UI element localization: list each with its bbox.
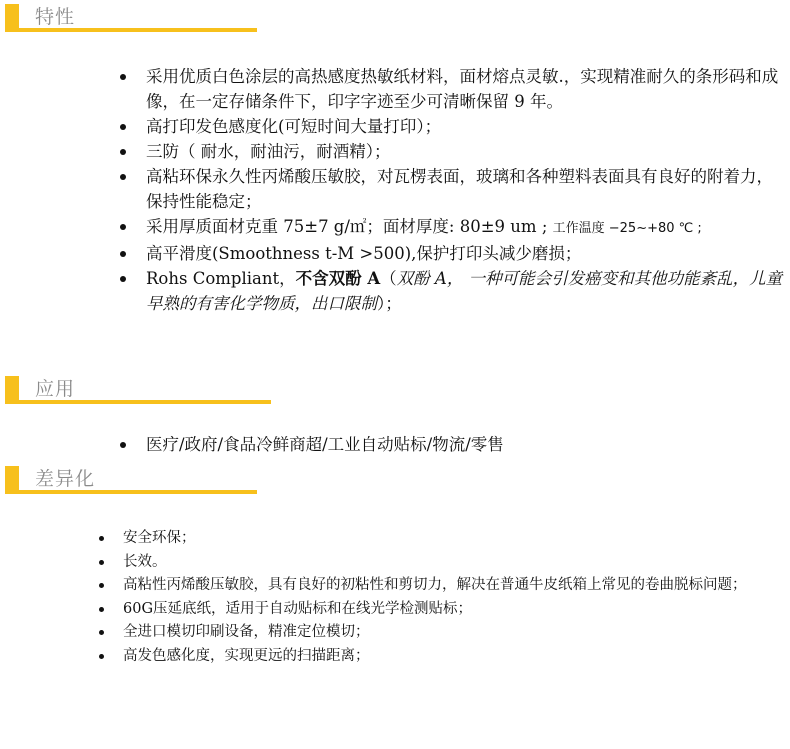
list-item: 60G压延底纸，适用于自动贴标和在线光学检测贴标； (97, 598, 757, 622)
list-item: 高平滑度(Smoothness t-M >500),保护打印头减少磨损； (118, 241, 786, 266)
rohs-suffix: ）； (377, 294, 402, 313)
section-title-features: 特性 (35, 6, 76, 28)
weight-thickness-text: 采用厚质面材克重 75±7 g/㎡；面材厚度: 80±9 um ; (146, 217, 553, 236)
section-header-features (5, 4, 257, 32)
bpa-free-text: 不含双酚 A (295, 269, 381, 288)
list-item: 高粘性丙烯酸压敏胶，具有良好的初粘性和剪切力，解决在普通牛皮纸箱上常见的卷曲脱标问题； (97, 574, 757, 598)
list-item: 医疗/政府/食品冷鲜商超/工业自动贴标/物流/零售 (118, 432, 786, 457)
section-title-application: 应用 (35, 378, 76, 400)
list-item: 长效。 (97, 551, 757, 575)
list-item (118, 266, 786, 316)
features-list (118, 64, 786, 316)
section-header-application (5, 376, 271, 404)
differentiation-list (97, 527, 757, 668)
section-header-differentiation (5, 466, 257, 494)
paren-open: （ (380, 269, 397, 288)
rohs-prefix: Rohs Compliant， (146, 269, 296, 288)
working-temperature-text: 工作温度 −25~+80 ℃ ; (552, 221, 702, 236)
list-item: 三防（ 耐水，耐油污，耐酒精）； (118, 139, 786, 164)
list-item: 高发色感化度，实现更远的扫描距离； (97, 645, 757, 669)
list-item: 高粘环保永久性丙烯酸压敏胶，对瓦楞表面，玻璃和各种塑料表面具有良好的附着力，保持性能稳定； (118, 164, 786, 214)
section-title-differentiation: 差异化 (35, 468, 96, 490)
list-item: 高打印发色感度化(可短时间大量打印）； (118, 114, 786, 139)
list-item (118, 214, 786, 241)
list-item: 全进口模切印刷设备，精准定位模切； (97, 621, 757, 645)
bpa-note-text: 双酚 A， 一种可能会引发癌变和其他功能紊乱，儿童早熟的有害化学物质，出口限制 (146, 269, 783, 313)
list-item: 安全环保； (97, 527, 757, 551)
list-item: 采用优质白色涂层的高热感度热敏纸材料，面材熔点灵敏.，实现精准耐久的条形码和成像，在一定存储条件下，印字字迹至少可清晰保留 9 年。 (118, 64, 786, 114)
application-list (118, 432, 786, 457)
